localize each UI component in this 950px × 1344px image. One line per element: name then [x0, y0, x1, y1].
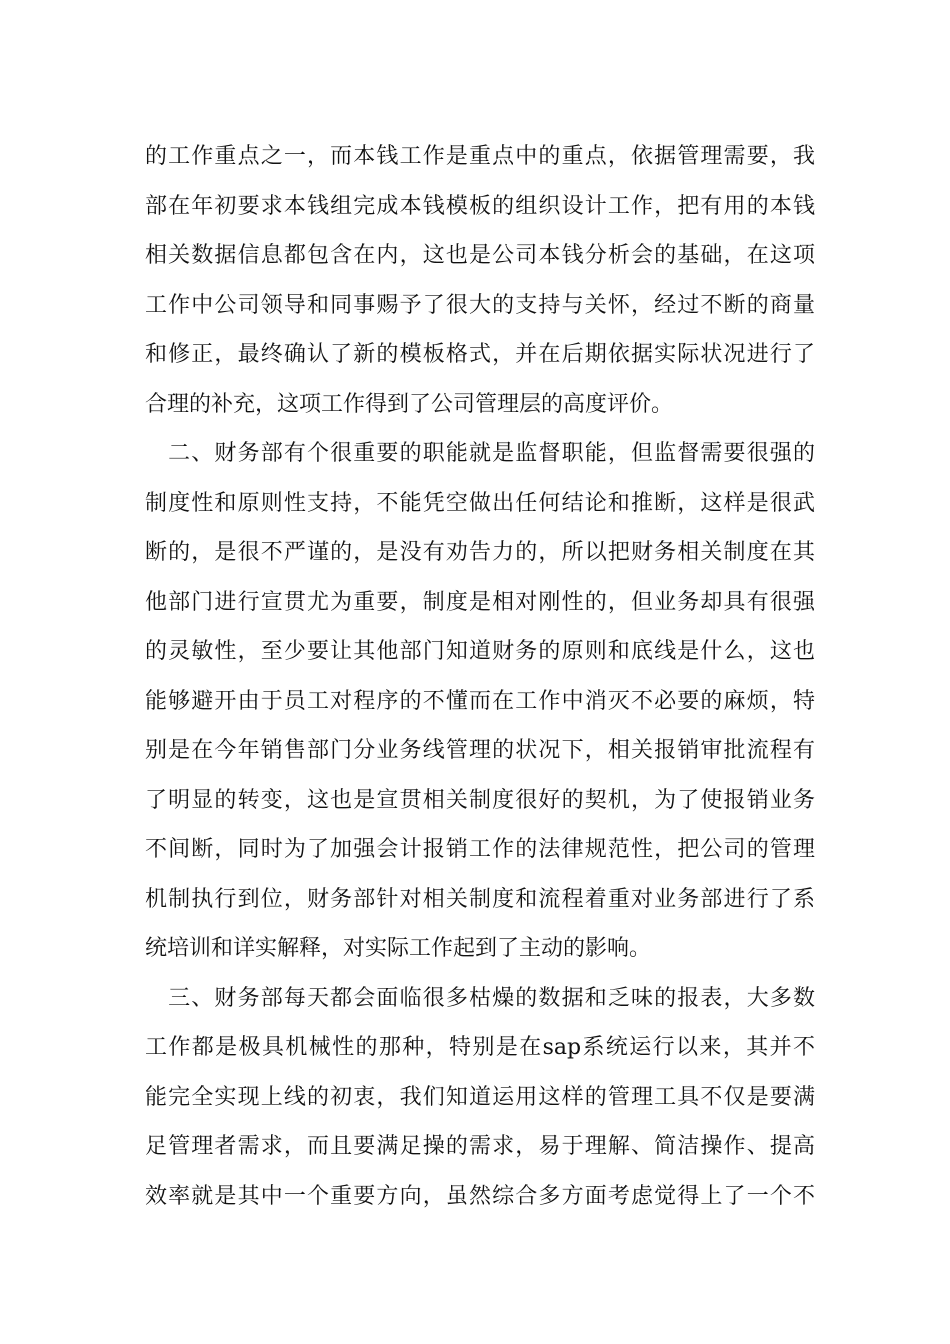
text-line: 他部门进行宣贯尤为重要，制度是相对刚性的，但业务却具有很强 — [145, 589, 815, 615]
text-line: 了明显的转变，这也是宣贯相关制度很好的契机，为了使报销业务 — [145, 787, 815, 813]
document-body — [145, 132, 815, 1221]
text-line: 机制执行到位，财务部针对相关制度和流程着重对业务部进行了系 — [145, 886, 815, 912]
text-line: 制度性和原则性支持，不能凭空做出任何结论和推断，这样是很武 — [145, 490, 815, 516]
text-line: 断的，是很不严谨的，是没有劝告力的，所以把财务相关制度在其 — [145, 540, 815, 565]
text-line: 相关数据信息都包含在内，这也是公司本钱分析会的基础，在这项 — [145, 243, 815, 268]
text-line: 工作都是极具机械性的那种，特别是在sap系统运行以来，其并不 — [145, 1035, 815, 1060]
text-line: 能够避开由于员工对程序的不懂而在工作中消灭不必要的麻烦，特 — [145, 688, 815, 714]
text-line: 的工作重点之一，而本钱工作是重点中的重点，依据管理需要，我 — [145, 144, 815, 169]
paragraph-start-line: 二、财务部有个很重要的职能就是监督职能，但监督需要很强的 — [145, 441, 815, 466]
text-line: 的灵敏性，至少要让其他部门知道财务的原则和底线是什么，这也 — [145, 639, 815, 664]
text-line: 足管理者需求，而且要满足操的需求，易于理解、简洁操作、提高 — [145, 1134, 815, 1159]
paragraph-start-line: 三、财务部每天都会面临很多枯燥的数据和乏味的报表，大多数 — [145, 985, 815, 1011]
text-line: 能完全实现上线的初衷，我们知道运用这样的管理工具不仅是要满 — [145, 1084, 815, 1110]
text-line: 部在年初要求本钱组完成本钱模板的组织设计工作，把有用的本钱 — [145, 193, 815, 219]
paragraph-end-line: 合理的补充，这项工作得到了公司管理层的高度评价。 — [145, 391, 674, 417]
paragraph-end-line: 统培训和详实解释，对实际工作起到了主动的影响。 — [145, 936, 652, 961]
text-line: 工作中公司领导和同事赐予了很大的支持与关怀，经过不断的商量 — [145, 292, 815, 318]
text-line: 效率就是其中一个重要方向，虽然综合多方面考虑觉得上了一个不 — [145, 1183, 815, 1209]
text-line: 不间断，同时为了加强会计报销工作的法律规范性，把公司的管理 — [145, 837, 815, 862]
text-line: 别是在今年销售部门分业务线管理的状况下，相关报销审批流程有 — [145, 738, 815, 763]
text-line: 和修正，最终确认了新的模板格式，并在后期依据实际状况进行了 — [145, 342, 815, 367]
